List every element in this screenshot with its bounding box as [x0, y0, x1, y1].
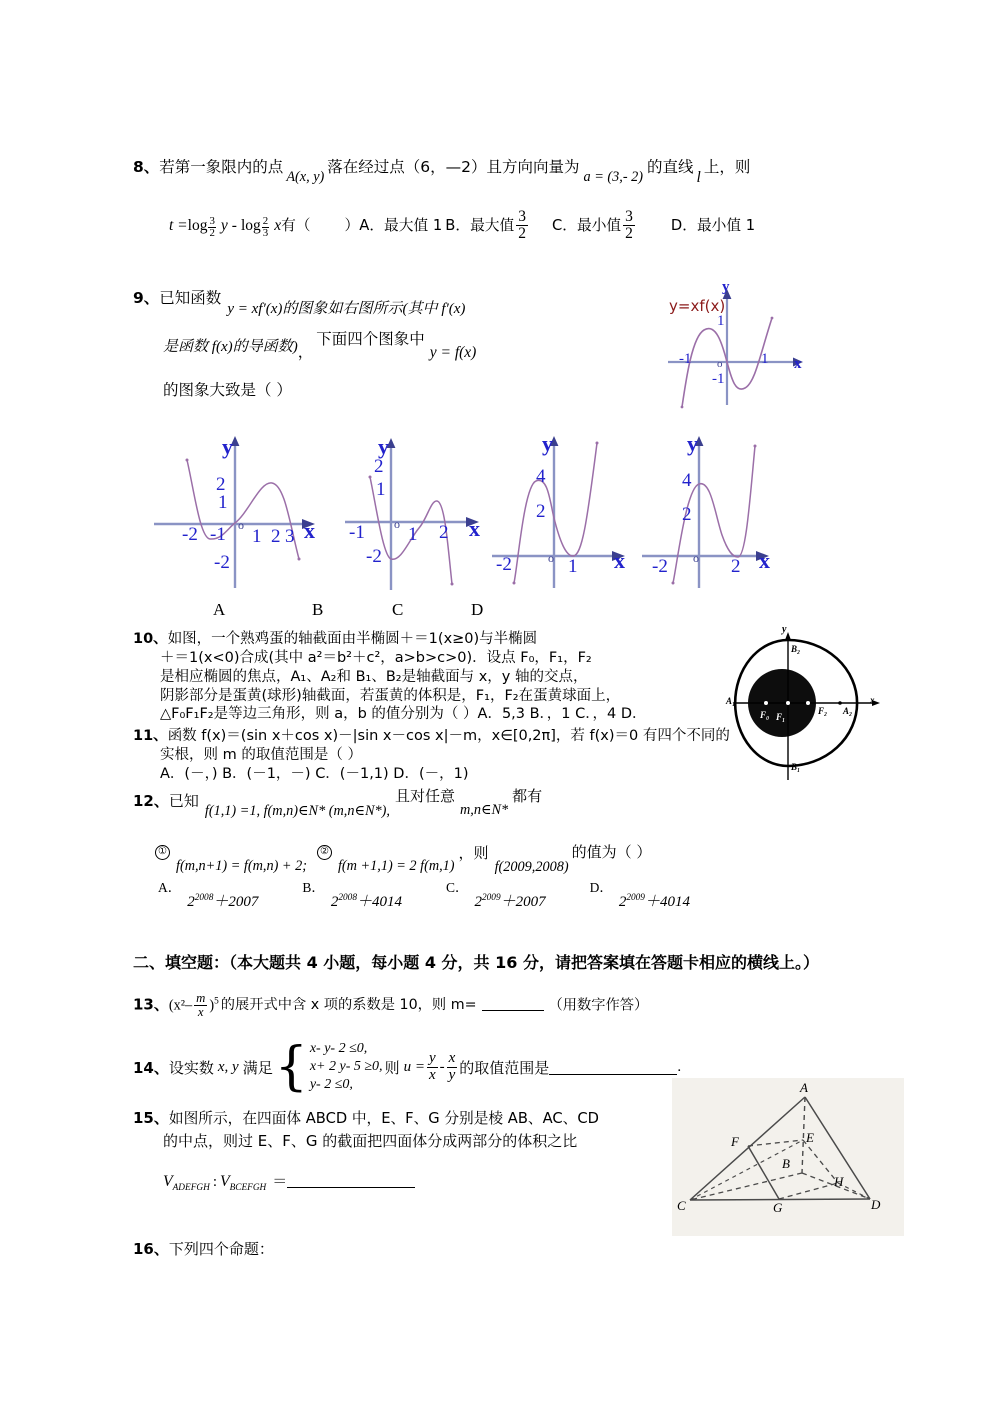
q15-line-1: [133, 1108, 673, 1131]
q9-ref-xaxis-label: x: [794, 356, 802, 372]
question-10: [133, 630, 713, 724]
q12-options: [158, 880, 918, 910]
q9b-xtick-1: 1: [408, 524, 418, 545]
q8-vector: a = (3,- 2): [583, 169, 644, 185]
q15-v2-subscript: BCEFGH: [229, 1182, 267, 1193]
q13-fraction: $\frac{m}{x}$: [196, 991, 206, 1019]
q12-option-b-value: $2^{2008}+4014$: [330, 893, 402, 910]
question-8: [133, 155, 878, 242]
tetra-label-G: G: [773, 1200, 783, 1215]
q14-minus: -: [439, 1058, 445, 1075]
q13-expr-mid: ): [209, 997, 215, 1014]
q15-equals: ＝: [272, 1173, 288, 1190]
q9-choice-letter-b: B: [312, 600, 324, 619]
q16-number: 16、: [133, 1240, 169, 1258]
q9a-ytick-1: 1: [218, 492, 228, 513]
q14-text-tail: 的取值范围是: [459, 1058, 550, 1077]
q8-text-c: 的直线: [647, 158, 694, 176]
q9-choice-letter-d: D: [471, 600, 484, 619]
q10-number: 10、: [133, 631, 168, 647]
q12-text-b: 且对任意: [394, 787, 455, 805]
q9-line-3: 的图象大致是（ ）: [163, 380, 292, 399]
q12-option-b-letter: B．: [302, 880, 325, 895]
q9-number: 9、: [133, 289, 160, 307]
q12-option-a-value: $2^{2008}+2007$: [187, 893, 259, 910]
q11-text-1: 函数 f(x)＝(sin x＋cos x)－|sin x－cos x|－m，x∈[0,2π]，若 f(x)＝0 有四个不同的: [167, 728, 730, 744]
q14-system: [310, 1040, 383, 1095]
q9b-xtick-2: 2: [439, 522, 449, 543]
q12-condition-2: f(m +1,1) = 2 f(m,1): [337, 858, 455, 874]
q8-option-a: A．最大值 1: [359, 216, 443, 234]
q9-choice-b-svg: [345, 428, 510, 598]
q9-ref-yaxis-label: y: [722, 279, 730, 295]
q9-choice-plot-a: [152, 428, 327, 598]
q12-bullet-2: ②: [317, 845, 332, 860]
q13-exponent: 5: [214, 996, 219, 1007]
q9-formula-2: 是函数 f(x)的导函数): [163, 338, 298, 355]
q8-line-1: [133, 155, 878, 186]
q9b-xtick-neg1: -1: [349, 522, 365, 543]
q8-option-b-value: $\frac{3}{2}$: [518, 208, 526, 242]
egg-label-y: y: [782, 624, 787, 635]
q14-answer-blank[interactable]: [549, 1060, 677, 1075]
q9-ref-xtick-1: -1: [679, 351, 692, 367]
q10-text-5: △F₀F₁F₂是等边三角形，则 a，b 的值分别为（ ）A．5,3 B．，1 C．，4 D．: [160, 706, 647, 723]
q15-text-1: 如图所示，在四面体 ABCD 中，E、F、G 分别是棱 AB、AC、CD: [168, 1110, 599, 1127]
q12-line-2: [155, 843, 893, 875]
q9-ref-xtick-2: 1: [761, 351, 769, 367]
q14-u-eq: u =: [403, 1058, 425, 1075]
q12-text-d: ，则: [458, 844, 489, 862]
q8-log2: log: [240, 216, 261, 234]
q12-given-1: f(1,1) =1, f(m,n)∈N* (m,n∈N*),: [204, 803, 390, 819]
q11-text-2: 实根，则 m 的取值范围是（ ）: [160, 747, 362, 764]
question-13: [133, 992, 648, 1019]
q14-period: .: [677, 1058, 682, 1075]
q8-option-b: B．最大值: [445, 216, 515, 234]
q8-t-eq: t =: [169, 216, 188, 234]
q9d-xtick-2: 2: [731, 556, 741, 577]
q9a-xtick-1: 1: [252, 526, 262, 547]
q14-constraint-1: x- y- 2 ≤0,: [309, 1041, 368, 1056]
q9-choice-letter-c: C: [392, 600, 404, 619]
q12-given-2: m,n∈N*: [459, 802, 509, 818]
q9a-xaxis-label: x: [304, 518, 315, 543]
q15-line-3: [163, 1171, 673, 1195]
q9-line-2: [163, 329, 653, 361]
q9d-xaxis-label: x: [759, 548, 770, 573]
q14-number: 14、: [133, 1058, 169, 1077]
q9c-ytick-4: 4: [536, 466, 546, 487]
q13-text-post: 的展开式中含 x 项的系数是 10，则 m=: [220, 997, 477, 1014]
q9a-origin: o: [238, 518, 244, 532]
q15-colon: :: [212, 1173, 217, 1190]
q8-log1: log: [187, 216, 208, 234]
q8-option-d: D．最小值 1: [670, 216, 756, 234]
q12-line-1: [133, 787, 893, 819]
section-2-heading: 二、填空题：（本大题共 4 小题，每小题 4 分，共 16 分，请把答案填在答题卡相应的横线上。）: [133, 953, 819, 972]
question-16: [133, 1238, 274, 1259]
q9a-xtick-2: 2: [271, 526, 281, 547]
egg-label-A2: A₂: [843, 706, 853, 716]
q12-bullet-1: ①: [155, 845, 170, 860]
tetra-label-D: D: [871, 1197, 881, 1212]
tetra-label-F: F: [731, 1134, 739, 1149]
q9a-yaxis-label: y: [222, 434, 233, 459]
q13-answer-blank[interactable]: [482, 996, 544, 1011]
q8-log1-arg: y: [220, 216, 228, 234]
tetra-label-A: A: [800, 1080, 808, 1095]
q12-condition-1: f(m,n+1) = f(m,n) + 2;: [176, 858, 307, 874]
q15-number: 15、: [133, 1109, 169, 1127]
egg-label-B2: B₂: [791, 644, 801, 654]
q9c-ytick-2: 2: [536, 501, 546, 522]
q9b-xaxis-label: x: [469, 516, 480, 541]
q9-ref-ytick-1: 1: [717, 313, 725, 329]
q12-option-c-value: $2^{2009}+2007$: [474, 893, 546, 910]
q12-number: 12、: [133, 792, 169, 810]
q8-you: 有（: [281, 216, 311, 234]
q10-text-2: ＋＝1(x<0)合成(其中 a²＝b²＋c²，a>b>c>0)．设点 F₀，F₁，F₂: [160, 649, 592, 666]
question-12: [133, 787, 893, 910]
q13-number: 13、: [133, 995, 169, 1014]
q9a-ytick-neg2: -2: [214, 552, 230, 573]
q8-option-c: C．最小值: [552, 216, 622, 234]
q9-ref-ytick-2: -1: [712, 371, 725, 387]
q15-v2: V: [219, 1172, 230, 1190]
q15-text-2: 的中点，则过 E、F、G 的截面把四面体分成两部分的体积之比: [163, 1131, 578, 1150]
egg-label-x: x: [870, 695, 875, 705]
q9-formula-3: y = f(x): [429, 343, 477, 361]
q9a-xtick-neg2: -2: [182, 524, 198, 545]
q9-formula-1: y = xf′(x)的图象如右图所示(其中 f′(x): [227, 301, 466, 317]
q15-answer-blank[interactable]: [287, 1172, 415, 1187]
q8-option-c-value: $\frac{3}{2}$: [625, 208, 633, 242]
egg-label-F0: F₀: [760, 710, 770, 720]
q9d-origin: o: [693, 551, 699, 565]
q9-ref-curve-label: y=xf(x): [669, 297, 726, 315]
question-9: [133, 290, 653, 398]
question-15: [133, 1108, 673, 1195]
q9c-origin: o: [548, 551, 554, 565]
question-11: [133, 727, 893, 784]
q9d-ytick-2: 2: [682, 504, 692, 525]
q8-text-b: 落在经过点（6，—2）且方向向量为: [327, 158, 580, 176]
q8-line-2: [169, 209, 878, 242]
q8-line-label: l: [696, 169, 701, 186]
q14-text-then: 则: [384, 1058, 400, 1077]
tetra-label-H: H: [834, 1174, 844, 1189]
q9-reference-plot: [660, 279, 810, 410]
q14-text-pre: 设实数: [168, 1058, 214, 1077]
q9a-xtick-3: 3: [285, 526, 295, 547]
egg-label-A1: A₁: [726, 696, 736, 706]
q9a-ytick-2: 2: [216, 474, 226, 495]
tetra-label-C: C: [677, 1198, 686, 1213]
q8-text-a: 若第一象限内的点: [159, 158, 284, 176]
q12-option-d-letter: D．: [589, 880, 613, 895]
q11-options: A．(－，) B．(－1，－) C．(－1,1) D．(－，1): [160, 766, 469, 783]
question-14: [133, 1037, 682, 1098]
q8-close-paren: ）: [344, 216, 360, 234]
q9-text-b: 下面四个图象中: [316, 329, 425, 348]
q8-point-A: A(x, y): [286, 169, 325, 185]
q14-text-satisfy: 满足: [242, 1058, 273, 1077]
q13-text-tail: （用数字作答）: [548, 997, 649, 1014]
tetrahedron-figure: [672, 1078, 904, 1236]
tetra-label-B: B: [782, 1156, 790, 1171]
q8-log1-base: $\frac{3}{2}$: [209, 215, 215, 240]
q9a-xtick-neg1: -1: [210, 524, 226, 545]
q9b-ytick-1: 1: [376, 479, 386, 500]
q14-system-brace: {: [274, 1037, 308, 1098]
q9b-yaxis-label: y: [378, 434, 389, 459]
q9-ref-origin: o: [717, 358, 723, 370]
q9-comma: ，: [297, 342, 314, 361]
q10-text-1: 如图，一个熟鸡蛋的轴截面由半椭圆＋＝1(x≥0)与半椭圆: [167, 631, 538, 647]
q9-choice-plot-c: [492, 428, 657, 598]
q12-text-c: 都有: [512, 787, 543, 805]
q8-log2-base: $\frac{2}{3}$: [262, 215, 269, 240]
q12-text-a: 已知: [168, 792, 199, 810]
tetra-label-E: E: [806, 1130, 814, 1145]
q13-expr-pre: (x²–: [168, 997, 193, 1014]
egg-label-F2: F₂: [818, 706, 828, 716]
q9-choice-letter-a: A: [213, 600, 226, 619]
egg-label-F1: F₁: [776, 712, 786, 722]
q8-log2-arg: x: [274, 216, 282, 234]
q9-line-1: [133, 289, 653, 317]
q15-v1-subscript: ADEFGH: [172, 1182, 210, 1193]
q9d-ytick-4: 4: [682, 470, 692, 491]
q12-option-a-letter: A．: [158, 880, 182, 895]
q12-option-c-letter: C．: [445, 880, 469, 895]
q8-minus: -: [231, 216, 237, 234]
egg-label-B1: B₁: [791, 762, 801, 772]
q15-v1: V: [163, 1172, 173, 1190]
q12-text-e: 的值为（ ）: [571, 843, 652, 861]
q9b-ytick-neg2: -2: [366, 546, 382, 567]
q9b-origin: o: [394, 517, 400, 531]
q14-constraint-2: x+ 2 y- 5 ≥0,: [309, 1059, 383, 1075]
q14-constraint-3: y- 2 ≤0,: [309, 1077, 353, 1093]
q14-vars: x, y: [217, 1058, 239, 1075]
q11-line-1: [133, 727, 893, 746]
q8-number: 8、: [133, 158, 160, 176]
q9d-xtick-neg2: -2: [652, 556, 668, 577]
q11-number: 11、: [133, 728, 168, 744]
q14-fraction-1: $\frac{y}{x}$: [428, 1050, 436, 1083]
q10-line-1: [133, 630, 713, 649]
q10-text-3: 是相应椭圆的焦点，A₁、A₂和 B₁、B₂是轴截面与 x，y 轴的交点，: [160, 668, 588, 685]
q8-text-d: 上，则: [703, 158, 751, 176]
q9c-xtick-1: 1: [568, 556, 578, 577]
q9-choice-a-svg: [152, 428, 327, 598]
q9d-yaxis-label: y: [687, 431, 698, 456]
q14-fraction-2: $\frac{x}{y}$: [448, 1050, 456, 1083]
q9c-xtick-neg2: -2: [496, 554, 512, 575]
q10-text-4: 阴影部分是蛋黄(球形)轴截面，若蛋黄的体积是，F₁，F₂在蛋黄球面上，: [160, 687, 621, 704]
q12-target-expr: f(2009,2008): [494, 859, 569, 875]
q9b-ytick-2: 2: [374, 456, 384, 477]
q9-text-a: 已知函数: [159, 289, 222, 307]
q9-choice-plot-b: [345, 428, 510, 598]
q16-text: 下列四个命题：: [168, 1240, 274, 1258]
q9c-yaxis-label: y: [542, 431, 553, 456]
q12-option-d-value: $2^{2009}+4014$: [618, 893, 690, 910]
q9-choice-plot-d: [642, 428, 807, 598]
q9c-xaxis-label: x: [614, 548, 625, 573]
